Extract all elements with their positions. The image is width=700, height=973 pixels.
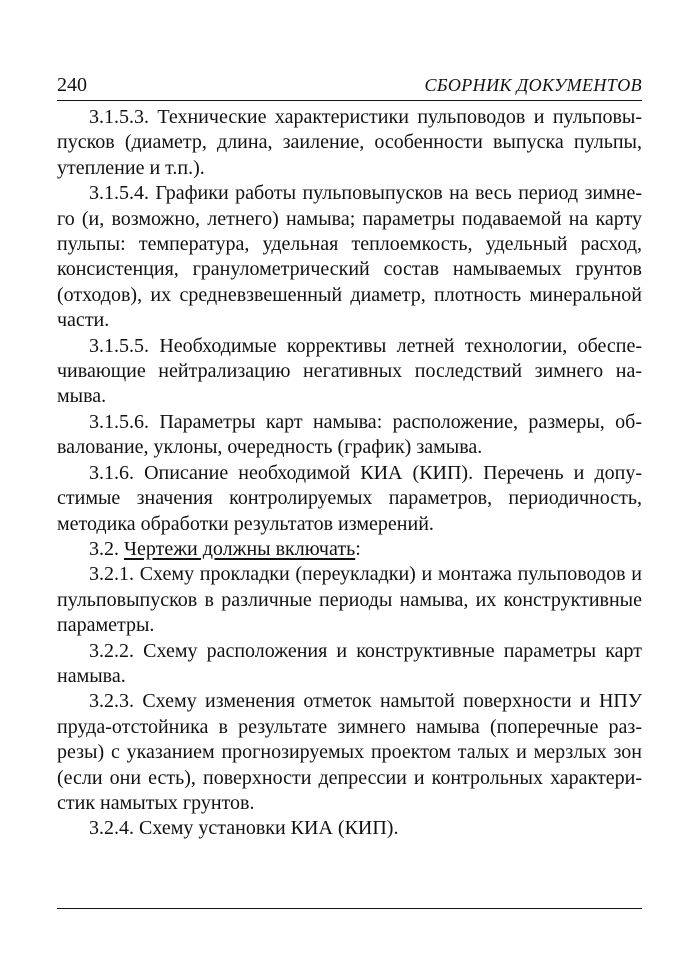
paragraph-3-2-3: 3.2.3. Схему изменения отметок намытой поверхности и НПУ пруда-отстойника в результате зимнего намыва (поперечные разрезы) с указанием прогнозируемых проектом талых и мерзлых зон (если они есть), поверхности депрессии и контрольных характеристик намытых грунтов. — [57, 690, 642, 814]
paragraph-3-1-5-4: 3.1.5.4. Графики работы пульповыпусков на весь период зимнего (и, возможно, летнего) намыва; параметры подаваемой на карту пульпы: температура, удельная теплоемкость, удельный расход, консистенция, гранулометрический состав намываемых грунтов (отходов), их средневзвешенный диаметр, плотность минеральной части. — [57, 182, 642, 332]
page-header — [57, 70, 642, 101]
paragraph-3-1-5-3: 3.1.5.3. Технические характеристики пульповодов и пульповыпусков (диаметр, длина, заиление, особенности выпуска пульпы, утепление и т.п.). — [57, 106, 642, 179]
page-number: 240 — [57, 74, 87, 96]
running-title: СБОРНИК ДОКУМЕНТОВ — [424, 75, 642, 95]
section-number-3-2: 3.2. — [89, 537, 119, 560]
paragraph-3-1-6: 3.1.6. Описание необходимой КИА (КИП). Перечень и допустимые значения контролируемых параметров, периодичность, методика обработки результатов измерений. — [57, 461, 642, 535]
paragraph-3-2 — [57, 537, 642, 562]
heading-colon: : — [355, 537, 361, 560]
paragraph-3-2-2: 3.2.2. Схему расположения и конструктивные параметры карт намыва. — [57, 639, 642, 687]
paragraph-3-1-5-6: 3.1.5.6. Параметры карт намыва: расположение, размеры, обвалование, уклоны, очередность (график) замыва. — [57, 410, 642, 459]
document-body — [57, 105, 642, 842]
paragraph-3-2-1: 3.2.1. Схему прокладки (переукладки) и монтажа пульповодов и пульповыпусков в различные периоды намыва, их конструктивные параметры. — [57, 563, 642, 637]
paragraph-3-1-5-5: 3.1.5.5. Необходимые коррективы летней технологии, обеспечивающие нейтрализацию негативных последствий зимнего намыва. — [57, 334, 642, 408]
paragraph-3-2-4: 3.2.4. Схему установки КИА (КИП). — [89, 817, 399, 840]
footer-rule — [57, 908, 642, 909]
drawings-heading: Чертежи должны включать — [124, 537, 356, 560]
